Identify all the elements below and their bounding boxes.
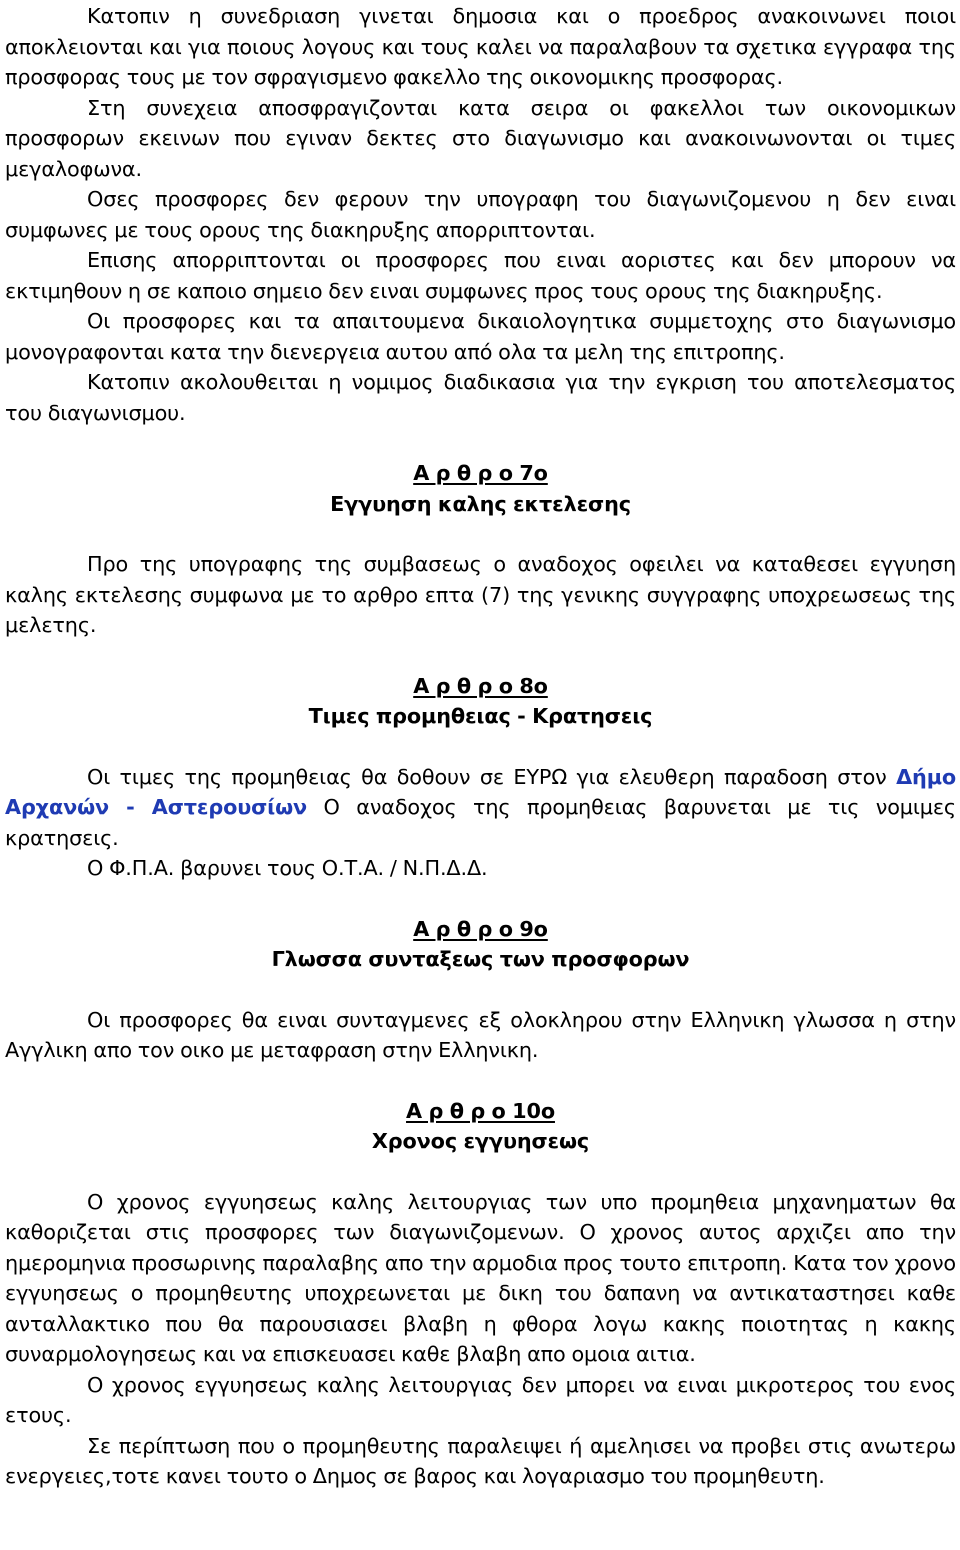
article-10-number: Α ρ θ ρ ο 10ο — [406, 1098, 555, 1123]
article-10-paragraph-1: Ο χρονος εγγυησεως καλης λειτουργιας των υπο προμηθεια μηχανηματων θα καθοριζεται στις προσφορες των διαγωνιζομενων. Ο χρονος αυτος αρχιζει απο την ημερομηνια προσωρινης παραλαβης απο την αρμοδια προς τουτο επιτροπη. Κατα τον χρονο εγγυησεως ο προμηθευτης υποχρεωνεται με δικη του δαπανη να αντικαταστησει καθε ανταλλακτικο που θα παρουσιασει βλαβη η φθορα λογω κακης ποιοτητας η κακης συναρμολογησεως και να επισκευασει καθε βλαβη απο ομοια αιτια. — [5, 1189, 956, 1366]
article-9-heading — [5, 914, 956, 945]
spacer — [5, 884, 956, 914]
intro-paragraph-6: Κατοπιν ακολουθειται η νομιμος διαδικασια για την εγκριση του αποτελεσματος του διαγωνισμου. — [5, 370, 956, 425]
article-8-number: Α ρ θ ρ ο 8ο — [413, 673, 548, 698]
article-7-body: Προ της υπογραφης της συμβασεως ο αναδοχος οφειλει να καταθεσει εγγυηση καλης εκτελεσης συμφωνα με το αρθρο επτα (7) της γενικης συγγραφης υποχρεωσεως της μελετης. — [5, 552, 956, 637]
article-10-heading — [5, 1096, 956, 1127]
article-8-body-end: Ο αναδοχος της προμηθειας βαρυνεται με τις νομιμες κρατησεις. — [5, 795, 956, 850]
municipality-name: Δήμο Αρχανών - Αστερουσίων — [5, 764, 956, 819]
article-7-number: Α ρ θ ρ ο 7ο — [413, 461, 548, 485]
intro-paragraph-5: Οι προσφορες και τα απαιτουμενα δικαιολογητικα συμμετοχης στο διαγωνισμο μονογραφονται κατα την διενεργεια αυτου από ολα τα μελη της επιτροπης. — [5, 309, 956, 364]
article-7-heading — [5, 458, 956, 489]
article-8-body-start: Οι τιμες της προμηθειας θα δοθουν σε ΕΥΡΩ για ελευθερη παραδοση στον — [87, 764, 897, 789]
article-7-title: Εγγυηση καλης εκτελεσης — [330, 491, 631, 516]
article-9-number: Α ρ θ ρ ο 9ο — [413, 916, 548, 941]
vat-line: Ο Φ.Π.Α. βαρυνει τους Ο.Τ.Α. / Ν.Π.Δ.Δ. — [87, 856, 488, 880]
article-9-title: Γλωσσα συνταξεως των προσφορων — [271, 947, 690, 971]
spacer — [5, 1157, 956, 1187]
spacer — [5, 641, 956, 671]
intro-paragraph-2: Στη συνεχεια αποσφραγιζονται κατα σειρα οι φακελλοι των οικονομικων προσφορων εκεινων που εγιναν δεκτες στο διαγωνισμο και ανακοινωνονται οι τιμες μεγαλοφωνα. — [5, 95, 956, 181]
article-8-heading — [5, 671, 956, 702]
article-10-paragraph-3: Σε περίπτωση που ο προμηθευτης παραλειψει ή αμεληισει να προβει στις ανωτερω ενεργειες,τοτε κανει τουτο ο Δημος σε βαρος και λογαριασμο του προμηθευτη. — [5, 1433, 956, 1488]
document-page — [0, 1, 960, 1550]
article-10-title: Χρονος εγγυησεως — [371, 1129, 590, 1153]
article-10-paragraph-2: Ο χρονος εγγυησεως καλης λειτουργιας δεν μπορει να ειναι μικροτερος του ενος ετους. — [5, 1372, 956, 1427]
intro-paragraph-1: Κατοπιν η συνεδριαση γινεται δημοσια και ο προεδρος ανακοινωνει ποιοι αποκλειονται και για ποιους λογους και τους καλει να παραλαβουν τα σχετικα εγγραφα της προσφορας τους με τον σφραγισμενο φακελλο της οικονομικης προσφορας. — [5, 4, 956, 89]
spacer — [5, 428, 956, 458]
article-9-body: Οι προσφορες θα ειναι συνταγμενες εξ ολοκληρου στην Ελληνικη γλωσσα η στην Αγγλικη απο τον οικο με μεταφραση στην Ελληνικη. — [5, 1007, 956, 1062]
article-8-body — [5, 762, 956, 854]
spacer — [5, 519, 956, 549]
article-8-title: Τιμες προμηθειας - Κρατησεις — [308, 704, 653, 728]
spacer — [5, 975, 956, 1005]
spacer — [5, 1066, 956, 1096]
spacer — [5, 732, 956, 762]
intro-paragraph-4: Επισης απορριπτονται οι προσφορες που ειναι αοριστες και δεν μπορουν να εκτιμηθουν η σε καποιο σημειο δεν ειναι συμφωνες προς τους ορους της διακηρυξης. — [5, 248, 956, 303]
intro-paragraph-3: Οσες προσφορες δεν φερουν την υπογραφη του διαγωνιζομενου η δεν ειναι συμφωνες με τους ορους της διακηρυξης απορριπτονται. — [5, 187, 956, 242]
